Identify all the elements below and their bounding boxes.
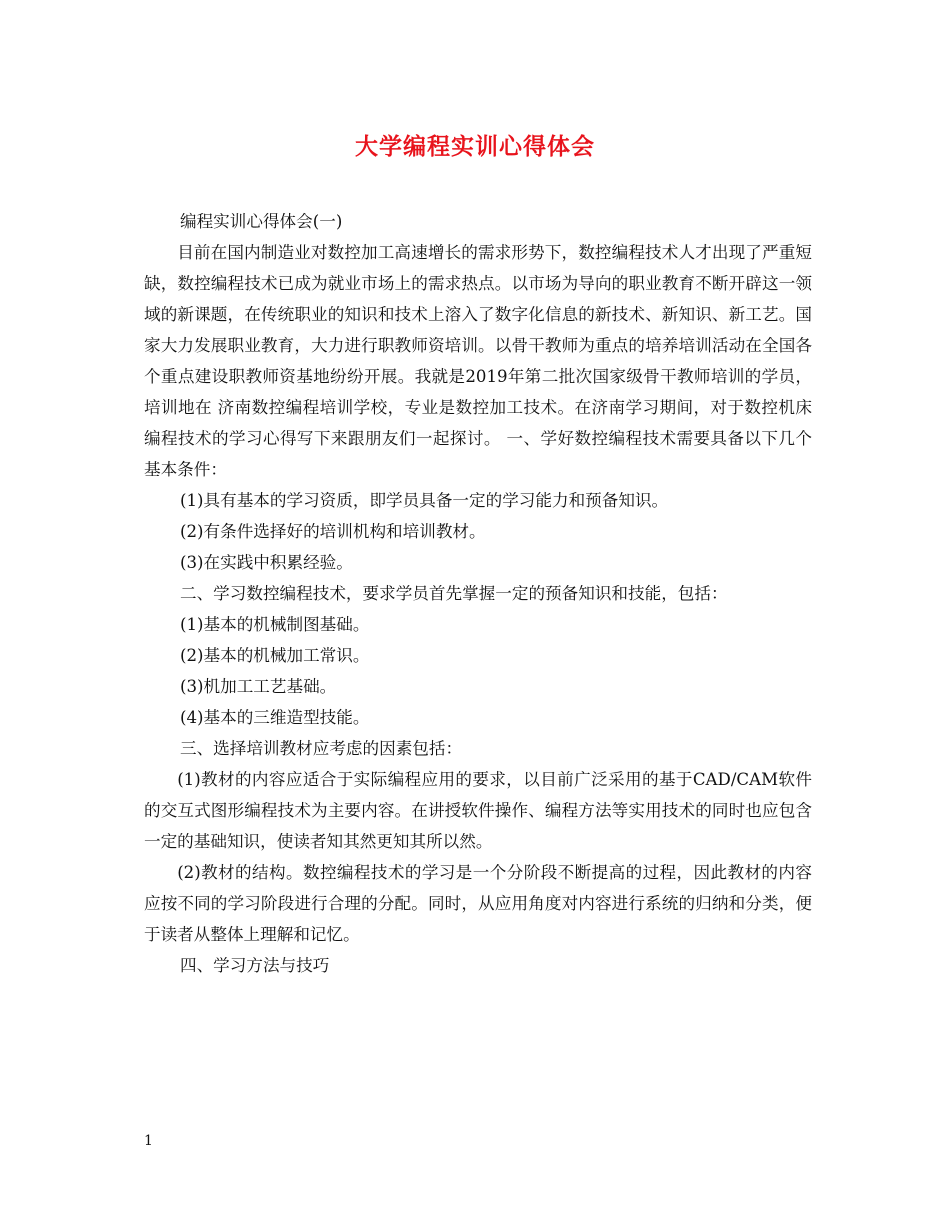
list-item: (1)具有基本的学习资质，即学员具备一定的学习能力和预备知识。 xyxy=(180,491,669,510)
section-heading: 四、学习方法与技巧 xyxy=(180,956,330,975)
paragraph: (1)教材的内容应适合于实际编程应用的要求，以目前广泛采用的基于CAD/CAM软件的交互式图形编程技术为主要内容。在讲授软件操作、编程方法等实用技术的同时也应包含一定的基础知识，使读者知其然更知其所以然。 xyxy=(144,770,812,851)
list-item: (4)基本的三维造型技能。 xyxy=(180,708,370,727)
paragraph: 目前在国内制造业对数控加工高速增长的需求形势下，数控编程技术人才出现了严重短缺，数控编程技术已成为就业市场上的需求热点。以市场为导向的职业教育不断开辟这一领域的新课题，在传统职业的知识和技术上溶入了数字化信息的新技术、新知识、新工艺。国家大力发展职业教育，大力进行职教师资培训。以骨干教师为重点的培养培训活动在全国各个重点建设职教师资基地纷纷开展。我就是2019年第二批次国家级骨干教师培训的学员，培训地在 济南数控编程培训学校，专业是数控加工技术。在济南学习期间，对于数控机床编程技术的学习心得写下来跟朋友们一起探讨。 一、学好数控编程技术需要具备以下几个基本条件： xyxy=(144,243,812,479)
document-body xyxy=(144,206,812,981)
list-item: (3)在实践中积累经验。 xyxy=(180,553,353,572)
section-heading: 编程实训心得体会(一) xyxy=(180,212,343,231)
list-item: (1)基本的机械制图基础。 xyxy=(180,615,370,634)
section-heading: 二、学习数控编程技术，要求学员首先掌握一定的预备知识和技能，包括： xyxy=(180,584,728,603)
paragraph: (2)教材的结构。数控编程技术的学习是一个分阶段不断提高的过程，因此教材的内容应按不同的学习阶段进行合理的分配。同时，从应用角度对内容进行系统的归纳和分类，便于读者从整体上理解和记忆。 xyxy=(144,863,812,944)
document-title: 大学编程实训心得体会 xyxy=(355,134,595,160)
section-heading: 三、选择培训教材应考虑的因素包括： xyxy=(180,739,463,758)
list-item: (2)基本的机械加工常识。 xyxy=(180,646,370,665)
page-number: 1 xyxy=(144,1133,153,1149)
list-item: (2)有条件选择好的培训机构和培训教材。 xyxy=(180,522,486,541)
list-item: (3)机加工工艺基础。 xyxy=(180,677,337,696)
